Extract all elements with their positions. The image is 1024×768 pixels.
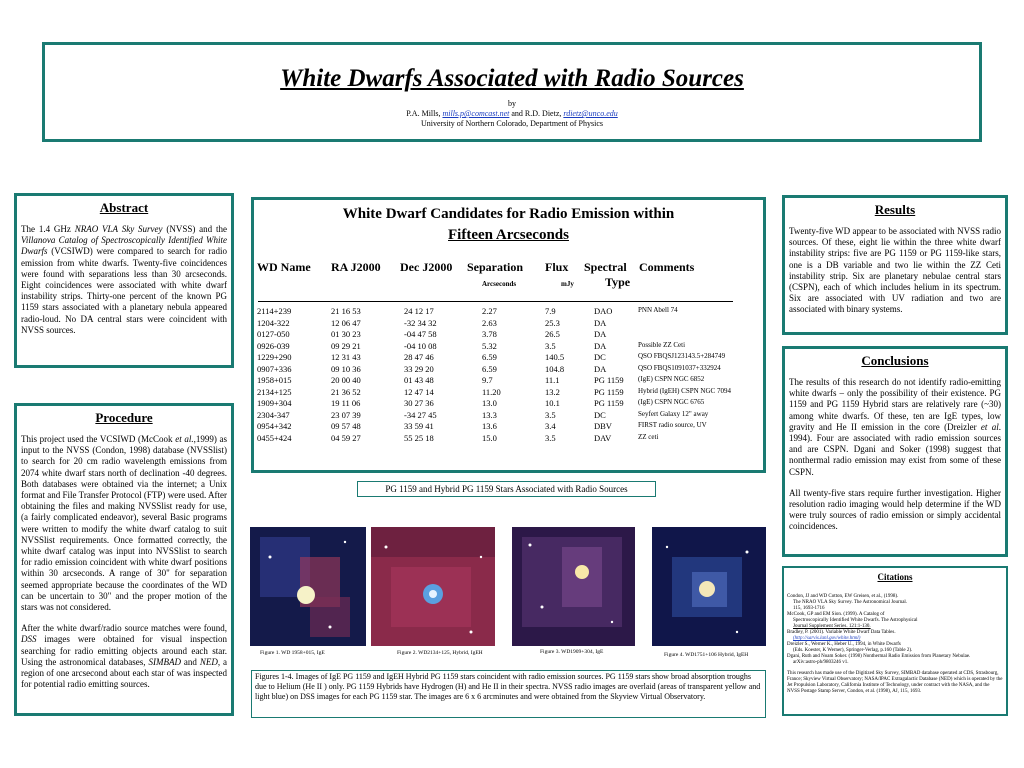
citation-line: Condon, JJ and WD Cotton, EW Greisen, et al., (1998). xyxy=(787,594,899,599)
figures-description-box xyxy=(251,670,766,718)
procedure-title: Procedure xyxy=(95,410,153,425)
table-cell: 28 47 46 xyxy=(404,352,434,362)
table-cell: Seyfert Galaxy 12" away xyxy=(638,409,709,418)
authors xyxy=(45,109,979,119)
table-cell: 10.1 xyxy=(545,398,560,408)
table-cell: 23 07 39 xyxy=(331,409,361,420)
citation-line: Dreizler S., Werner K., Heber U., 1994, in White Dwarfs xyxy=(787,642,901,647)
col-header-separation: Separation xyxy=(467,260,524,274)
acknowledgement: This research has made use of the Digitized Sky Survey, SIMBAD database operated at CDS, Strasbourg, France; Skyview Virtual Observatory; NASA/IPAC Extragalactic Database (NED) which is operated by the Jet Propulsion Laboratory, California Institute of Technology, under contract with the NASA, and the NVSS Postage Stamp Server, Condon, et al. (1998), AJ, 115, 1693. xyxy=(787,671,1003,694)
poster-title: White Dwarfs Associated with Radio Sources xyxy=(280,65,744,92)
table-cell: DA xyxy=(594,340,607,351)
figure-1-image xyxy=(250,527,366,646)
candidates-table xyxy=(254,200,763,470)
table-cell: PG 1159 xyxy=(594,398,624,408)
table-rule xyxy=(258,301,733,302)
table-cell: FIRST radio source, UV xyxy=(638,421,707,429)
figure-4-image xyxy=(652,527,766,646)
table-cell: 24 12 17 xyxy=(404,306,434,316)
citation-line: Spectroscopically Identified White Dwarfs. The Astrophysical xyxy=(793,618,918,623)
table-cell: 09 29 21 xyxy=(331,340,361,351)
abstract-box xyxy=(14,193,234,368)
table-cell: 6.59 xyxy=(482,352,497,362)
table-cell: 1229+290 xyxy=(257,352,292,362)
table-cell: 9.7 xyxy=(482,375,493,385)
table-cell: 55 25 18 xyxy=(404,432,434,443)
citation-line: arXiv:astro-ph/9803246 v1. xyxy=(793,660,849,665)
table-cell: 1909+304 xyxy=(257,398,292,408)
col-header-wd-name: WD Name xyxy=(257,260,311,274)
table-cell: 13.0 xyxy=(482,398,497,408)
table-cell: 19 11 06 xyxy=(331,398,361,408)
table-cell: 0127-050 xyxy=(257,329,290,339)
table-cell: 25.3 xyxy=(545,317,560,328)
table-cell: DBV xyxy=(594,421,612,431)
table-cell: 3.5 xyxy=(545,432,556,443)
table-cell: 12 47 14 xyxy=(404,386,434,397)
table-cell: 140.5 xyxy=(545,352,565,362)
results-box xyxy=(782,195,1008,335)
citation-link[interactable]: (http://sarvis.lanl.gov/white.html) xyxy=(793,636,861,641)
figure-2-image xyxy=(371,527,495,646)
table-cell: ZZ ceti xyxy=(638,432,659,441)
table-cell: 30 27 36 xyxy=(404,398,434,408)
table-cell: 13.2 xyxy=(545,386,560,397)
candidates-table-box xyxy=(251,197,766,473)
table-cell: PG 1159 xyxy=(594,386,624,397)
table-cell: DC xyxy=(594,352,606,362)
table-title: White Dwarf Candidates for Radio Emission within Fifteen Arcseconds xyxy=(342,206,675,243)
figures-description: Figures 1-4. Images of IgE PG 1159 and IgEH Hybrid PG 1159 stars coincident with radio emission sources. PG 1159 stars show broad absorption troughs due to Helium (He II ) only. PG 1159 Hybrids have Hydrogen (H) and He II in their spectra. NVSS radio images are overlaid (areas of transparent yellow and light blue) on DSS images for each PG 1159 star. The images are 6 x 6 arcminutes and were obtained from the Skyview Virtual Observatory. xyxy=(255,672,761,701)
citation-line: Bradley, P. (2001). Variable White Dwarf Data Tables. xyxy=(787,630,896,635)
table-cell: DAV xyxy=(594,432,612,443)
table-cell: DC xyxy=(594,409,606,420)
table-cell: 2.27 xyxy=(482,306,497,316)
table-cell: Hybrid (IgEH) CSPN NGC 7094 xyxy=(638,386,731,395)
table-cell: DAO xyxy=(594,306,613,316)
poster-header xyxy=(42,42,982,142)
table-cell: DA xyxy=(594,317,607,328)
citation-line: (Eds. Koester, K Werner), Springer-Verlag, p.160 (Table 2). xyxy=(793,648,913,653)
citations-box xyxy=(782,566,1008,716)
subheader-arcseconds: Arcseconds xyxy=(482,280,517,288)
table-cell: -04 47 58 xyxy=(404,329,437,339)
conclusions-text: The results of this research do not identify radio-emitting white dwarfs – only the possibility of their existence. PG 1159 and PG 1159 Hybrid stars are relatively rare (~30) among white dwarfs. Of these, ten are IgE types, low gravity and He II emission in the core (Dreizler et al. 1994). Four are associated with radio emission sources and are CSPN. Dgani and Soker (1998) suggest that nonthermal radio emission may exist from some of these CSPN. All twenty-five stars require further investigation. Higher resolution radio imaging would help determine if the WD were truly sources of radio emission or simply accidental coincidences. xyxy=(789,377,1001,532)
byline: by xyxy=(508,99,516,108)
table-cell: 12 31 43 xyxy=(331,352,361,362)
table-cell: 09 57 48 xyxy=(331,421,361,431)
table-cell: -32 34 32 xyxy=(404,317,437,328)
figure-4-caption: Figure 4. WD1751+106 Hybrid, IgEH xyxy=(664,652,749,658)
table-cell: 20 00 40 xyxy=(331,375,361,385)
table-cell: 0455+424 xyxy=(257,432,292,443)
table-cell: (IgE) CSPN NGC 6765 xyxy=(638,398,705,406)
subheader-mjy: mJy xyxy=(561,280,574,288)
results-title: Results xyxy=(874,202,916,217)
table-cell: 3.78 xyxy=(482,329,497,339)
abstract-text: The 1.4 GHz NRAO VLA Sky Survey (NVSS) and the Villanova Catalog of Spectroscopically Identified White Dwarfs (VCSIWD) were compared to search for radio emission from white dwarfs. Twenty-five coincidences were found with separations less than 30 arcseconds. Eight coincidences were associated with white dwarf instability strips. Thirty-one percent of the known PG 1159 stars associated with a planetary nebula appeared radio-loud. No DA central stars were coincident with NVSS sources. xyxy=(21,224,227,335)
citations-list xyxy=(784,594,1006,695)
figures-strip-caption: PG 1159 and Hybrid PG 1159 Stars Associated with Radio Sources xyxy=(357,481,656,497)
citations-title: Citations xyxy=(877,572,913,582)
citation-line: Journal Supplement Series. 121:1-130. xyxy=(793,624,871,629)
table-cell: 5.32 xyxy=(482,340,497,351)
table-cell: DA xyxy=(594,329,607,339)
citation-line: Dgani, Ruth and Noam Soker. (1998) Nonthermal Radio Emission from Planetary Nebulae. xyxy=(787,654,971,659)
col-header-flux: Flux xyxy=(545,260,569,274)
table-cell: 12 06 47 xyxy=(331,317,361,328)
subheader-type: Type xyxy=(605,275,631,289)
table-cell: 11.1 xyxy=(545,375,560,385)
table-cell: 6.59 xyxy=(482,363,497,374)
figure-3-image xyxy=(512,527,635,646)
table-cell: 0926-039 xyxy=(257,340,290,351)
table-cell: 21 36 52 xyxy=(331,386,361,397)
table-cell: QSO FBQS1091037+332924 xyxy=(638,363,721,372)
table-cell: -04 10 08 xyxy=(404,340,437,351)
abstract-title: Abstract xyxy=(99,200,149,215)
table-cell: 1204-322 xyxy=(257,317,290,328)
table-cell: 2304-347 xyxy=(257,409,290,420)
table-cell: PG 1159 xyxy=(594,375,624,385)
table-cell: 01 30 23 xyxy=(331,329,361,339)
email-link-mills[interactable]: mills.p@comcast.net xyxy=(442,109,510,118)
table-cell: QSO FBQSJ123143.5+284749 xyxy=(638,352,726,360)
table-cell: 1958+015 xyxy=(257,375,292,385)
table-cell: 0907+336 xyxy=(257,363,292,374)
table-cell: 21 16 53 xyxy=(331,306,361,316)
table-cell: 3.5 xyxy=(545,340,556,351)
col-header-comments: Comments xyxy=(639,260,695,274)
table-cell: 33 29 20 xyxy=(404,363,434,374)
figure-1-caption: Figure 1. WD 1958+015, IgE xyxy=(260,650,325,656)
procedure-text: This project used the VCSIWD (McCook et al.,1999) as input to the NVSS (Condon, 1998) database (NVSSlist) to search for 20 cm radio wavelength emissions from 2074 white dwarf stars north of declination -40 degrees. Both databases were obtained via the internet; a Unix format and File Transfer Protocol (FTP) were used. After obtaining the files and making NVSSlist ready for use, (a fairly complicated endeavor), several Basic programs were written to modify the white dwarf catalog to suit NVSSlist requirements. Once formatted correctly, the white dwarf catalog was input into NVSSlist to search for radio emission coincident with white dwarf positions within 30 arcseconds. A range of 30" for separation seemed appropriate because the coordinates of the WD can be uncertain to 30" and the proper motion of the stars was not considered. After the white dwarf/radio source matches were found, DSS images were obtained for visual inspection searching for radio emitting objects around each star. Using the astronomical databases, SIMBAD and NED, a region of one arcsecond about each star of was inspected for potential radio emitting sources. xyxy=(21,434,228,690)
col-header-dec: Dec J2000 xyxy=(400,260,453,274)
table-cell: 13.6 xyxy=(482,421,497,431)
figure-2-caption: Figure 2. WD2134+125, Hybrid, IgEH xyxy=(397,650,483,656)
col-header-spectral: Spectral xyxy=(584,260,627,274)
table-cell: 2114+239 xyxy=(257,306,292,316)
table-cell: 09 10 36 xyxy=(331,363,361,374)
table-cell: 33 59 41 xyxy=(404,421,434,431)
table-cell: 11.20 xyxy=(482,386,501,397)
col-header-ra: RA J2000 xyxy=(331,260,381,274)
table-cell: 7.9 xyxy=(545,306,556,316)
table-cell: 26.5 xyxy=(545,329,560,339)
table-cell: 0954+342 xyxy=(257,421,292,431)
table-cell: 01 43 48 xyxy=(404,375,434,385)
citation-line: 115, 1693-1716 xyxy=(793,606,825,611)
table-cell: 2.63 xyxy=(482,317,497,328)
affiliation: University of Northern Colorado, Department of Physics xyxy=(421,119,603,128)
table-cell: (IgE) CSPN NGC 6852 xyxy=(638,375,705,383)
conclusions-box xyxy=(782,346,1008,557)
table-cell: 2134+125 xyxy=(257,386,292,397)
table-cell: DA xyxy=(594,363,607,374)
table-cell: 13.3 xyxy=(482,409,497,420)
table-cell: PNN Abell 74 xyxy=(638,306,678,314)
email-link-dietz[interactable]: rdietz@unco.edu xyxy=(563,109,618,118)
authors-pre: P.A. Mills, xyxy=(406,109,441,118)
citation-line: McCook, GP and EM Sion. (1999). A Catalog of xyxy=(787,612,885,617)
results-text: Twenty-five WD appear to be associated with NVSS radio sources. Of these, eight lie within the three white dwarf instability strips: five are PG 1159 or PG 1159-like stars, one is a DB variable and two lie within the ZZ Ceti instability strip. Six are planetary nebulae central stars (CSPN), each of which includes helium in its spectrum. Six are associated with UV radiation and two are associated with binary systems. xyxy=(789,226,1001,315)
table-cell: 3.5 xyxy=(545,409,556,420)
figure-3-caption: Figure 3. WD1909+304, IgE xyxy=(540,649,604,655)
table-cell: 15.0 xyxy=(482,432,497,443)
table-cell: 104.8 xyxy=(545,363,565,374)
table-cell: 04 59 27 xyxy=(331,432,361,443)
procedure-box xyxy=(14,403,234,716)
citation-line: The NRAO VLA Sky Survey. The Astronomical Journal. xyxy=(793,600,908,605)
table-cell: 3.4 xyxy=(545,421,556,431)
table-cell: Possible ZZ Ceti xyxy=(638,340,686,349)
authors-mid: and R.D. Dietz, xyxy=(511,109,564,118)
table-cell: -34 27 45 xyxy=(404,409,437,420)
conclusions-title: Conclusions xyxy=(861,353,929,368)
